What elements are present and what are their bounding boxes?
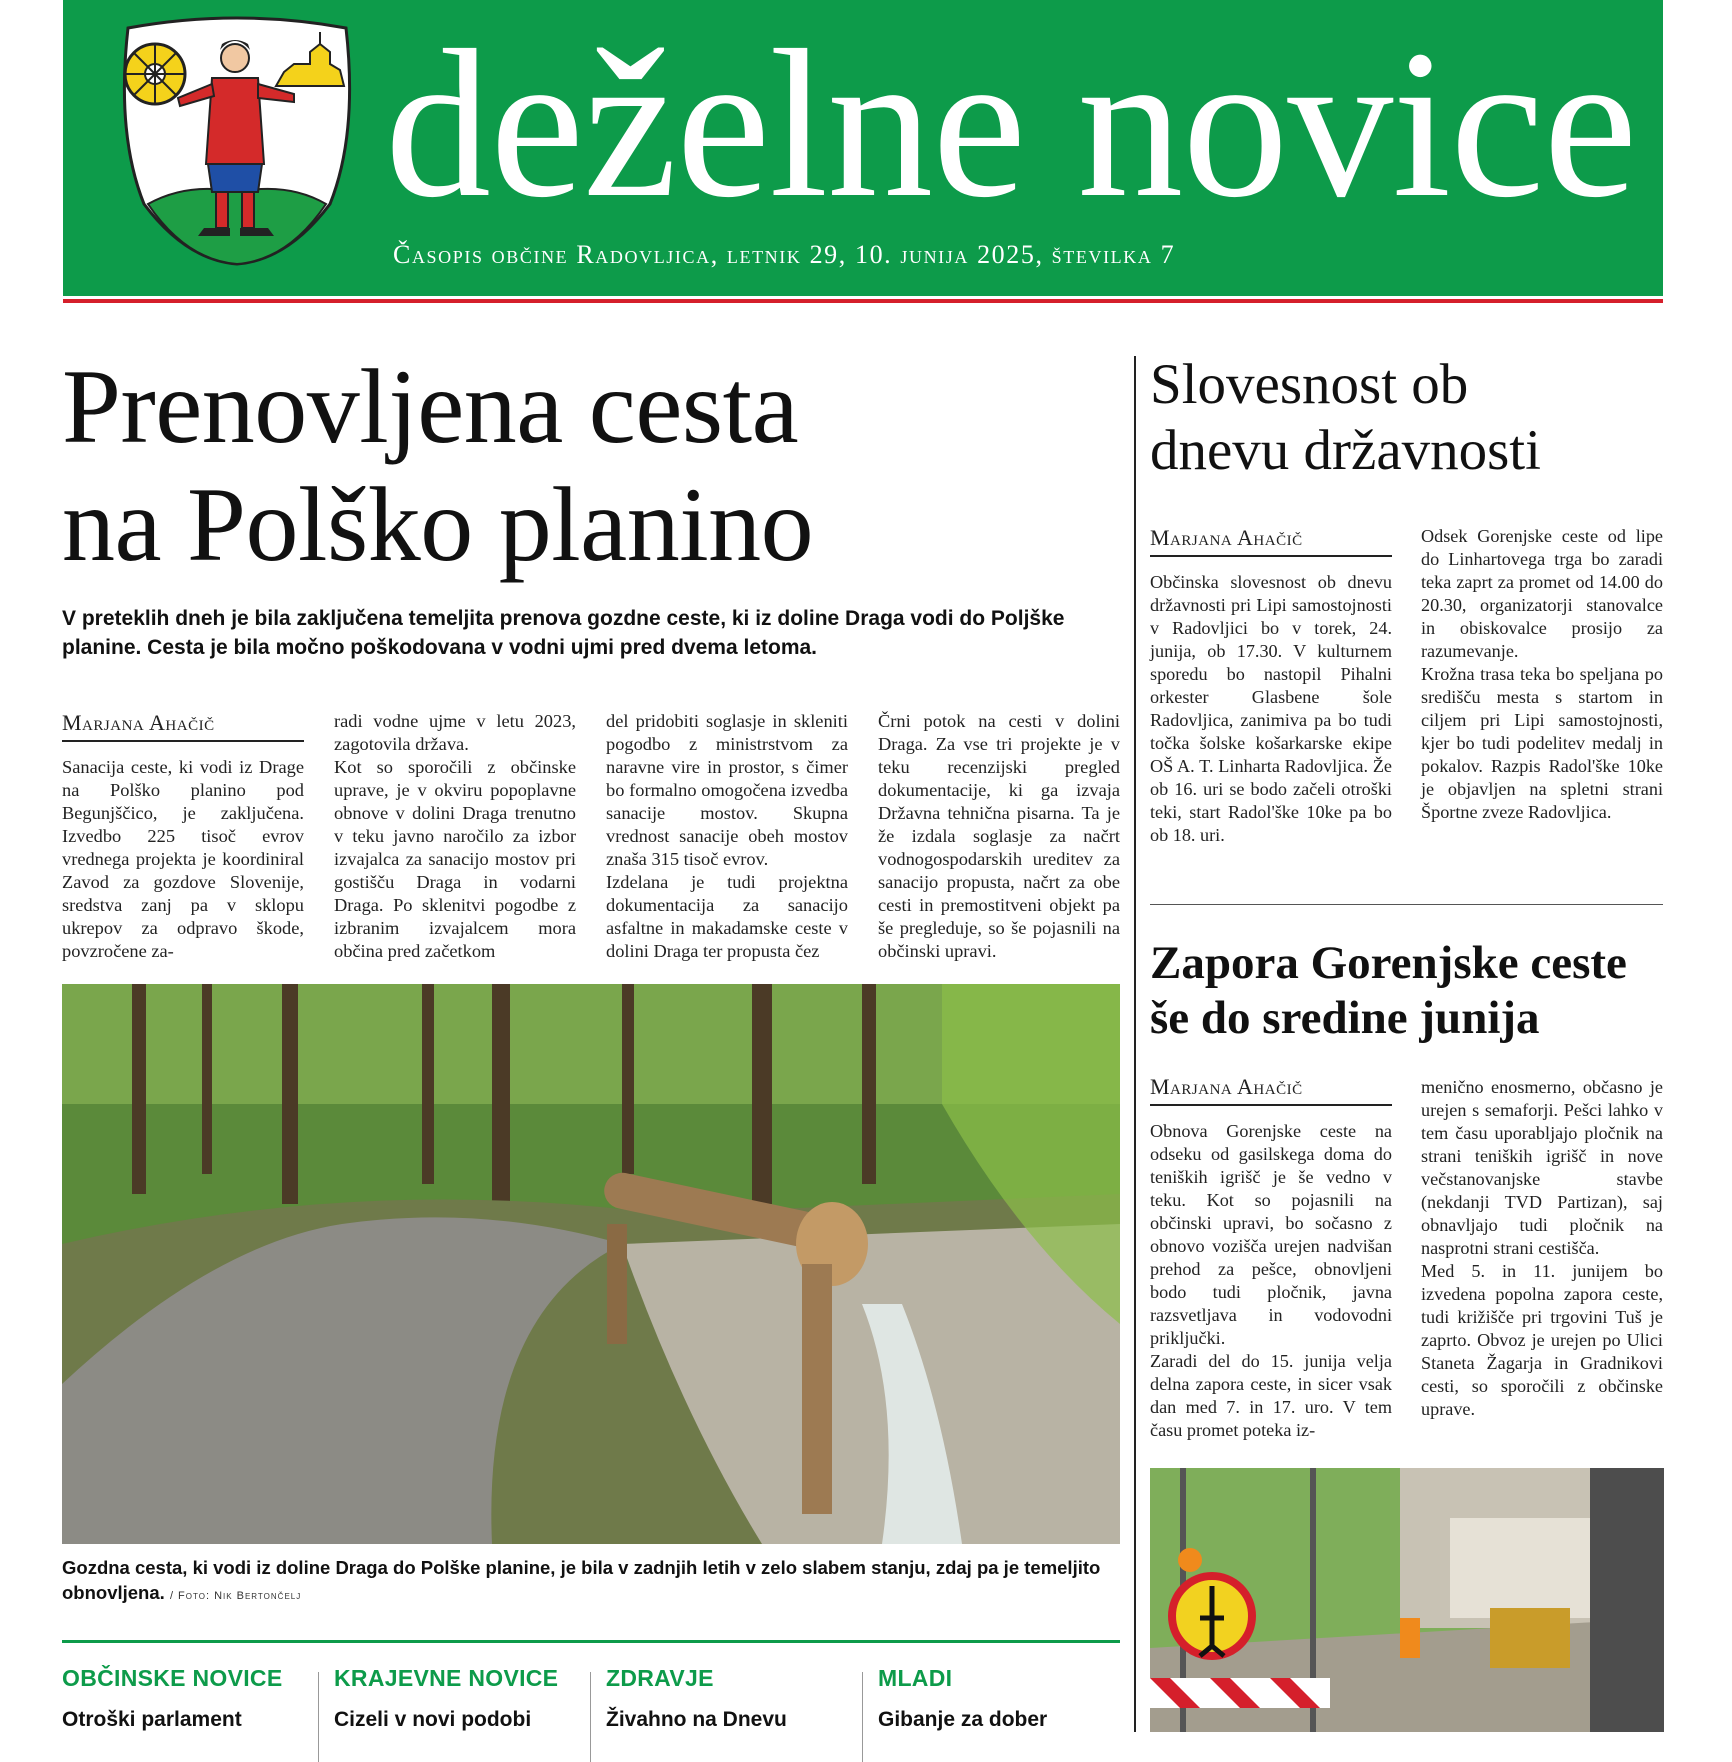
main-column-4: [878, 710, 1120, 963]
teaser-divider: [318, 1672, 319, 1762]
teaser-divider: [590, 1672, 591, 1762]
masthead-red-rule: [63, 299, 1663, 303]
roadworks-photo: [1150, 1468, 1664, 1732]
teaser-mladi[interactable]: [878, 1665, 1118, 1732]
main-col3-para2: Izdelana je tudi projektna dokumentacija za sanacijo asfaltne in makadamske ceste v dolini Draga ter propusta čez: [606, 872, 848, 961]
main-headline-line2: na Polško planino: [62, 466, 814, 583]
photo-credit: / Foto: Nik Bertončelj: [169, 1590, 302, 1602]
teaser-label: OBČINSKE NOVICE: [62, 1665, 283, 1691]
main-byline: Marjana Ahačič: [62, 710, 304, 742]
side2-byline: Marjana Ahačič: [1150, 1074, 1392, 1106]
side1-col2-para2: Krožna trasa teka bo speljana po središču mesta s startom in ciljem pri Lipi samostojnosti, kjer bo tudi podelitev medalj in pokalov. Razpis Radol'ške 10ke je objavljen na spletni strani Športne zveze Radovljica.: [1421, 664, 1663, 822]
side-headline-2-line2: še do sredine junija: [1150, 992, 1540, 1044]
main-col2-para1: radi vodne ujme v letu 2023, zagotovila država.: [334, 711, 576, 754]
side1-col1-text: Občinska slovesnost ob dnevu državnosti pri Lipi samostojnosti v Radovljici bo v torek, 24. junija, ob 17.30. V kulturnem sporedu bo nastopil Pihalni orkester Glasbene šole Radovljica, zanimiva pa bo tudi točka šolske košarkarske ekipe OŠ A. T. Linharta Radovljica. Že ob 16. uri se bodo začeli otroški teki, start Radol'ške 10ke pa bo ob 18. uri.: [1150, 572, 1392, 845]
teaser-title: Otroški parlament: [62, 1708, 242, 1731]
teaser-title: Cizeli v novi podobi: [334, 1708, 532, 1731]
side1-column-2: [1421, 525, 1663, 824]
side2-col1-para2: Zaradi del do 15. junija velja delna zapora ceste, in sicer vsak dan med 7. in 17. uro. V tem času promet poteka iz-: [1150, 1351, 1392, 1440]
side-divider: [1150, 904, 1663, 905]
teaser-obcinske-novice[interactable]: [62, 1665, 312, 1732]
side-headline-1: [1150, 352, 1670, 484]
side2-column-2: [1421, 1076, 1663, 1421]
teaser-label: KRAJEVNE NOVICE: [334, 1665, 559, 1691]
column-divider: [1134, 356, 1136, 1732]
main-column-3: [606, 710, 848, 963]
teaser-krajevne-novice[interactable]: [334, 1665, 584, 1732]
teaser-divider: [862, 1672, 863, 1762]
teaser-title: Gibanje za dober: [878, 1708, 1048, 1731]
teaser-green-rule: [62, 1640, 1120, 1643]
side-headline-1-line1: Slovesnost ob: [1150, 353, 1469, 416]
forest-road-photo: [62, 984, 1120, 1544]
photo-caption: [62, 1555, 1120, 1609]
teaser-zdravje[interactable]: [606, 1665, 856, 1732]
side-headline-2-line1: Zapora Gorenjske ceste: [1150, 937, 1627, 989]
side1-column-1: [1150, 525, 1392, 847]
side2-col1-para1: Obnova Gorenjske ceste na odseku od gasilskega doma do teniških igrišč je še vedno v teku. Kot so pojasnili na občinski upravi, bo sočasno z obnovo vozišča urejen nadvišan prehod za pešce, obnovljeni bodo tudi pločnik, javna razsvetljava in vodovodni priključki.: [1150, 1121, 1392, 1348]
teaser-title: Živahno na Dnevu: [606, 1708, 787, 1731]
side1-col2-para1: Odsek Gorenjske ceste od lipe do Linhartovega trga bo zaradi teka zaprt za promet od 14.00 do 20.30, organizatorji stanovalce in obiskovalce prosijo za razumevanje.: [1421, 526, 1663, 661]
photo-caption-text: Gozdna cesta, ki vodi iz doline Draga do Polške planine, je bila v zadnjih letih v zelo slabem stanju, zdaj pa je temeljito obnovljena.: [62, 1557, 1101, 1603]
main-col4-text: Črni potok na cesti v dolini Draga. Za vse tri projekte je v teku recenzijski pregled dokumentacije, ki ga izvaja Državna tehnična pisarna. Ta je že izdala soglasje za načrt vodnogospodarskih ureditev za sanacijo propusta, načrt za obe cesti in premostitveni objekt pa še pregleduje, so še pojasnili na občinski upravi.: [878, 711, 1120, 961]
main-headline-line1: Prenovljena cesta: [62, 348, 799, 465]
newspaper-subtitle: Časopis občine Radovljica, letnik 29, 10. junija 2025, številka 7: [393, 240, 1176, 269]
main-column-2: [334, 710, 576, 963]
side-headline-2: [1150, 936, 1670, 1046]
side2-col2-para2: Med 5. in 11. junijem bo izvedena popolna zapora ceste, tudi križišče pri trgovini Tuš je zaprto. Obvoz je urejen po Ulici Staneta Žagarja in Gradnikovi cesti, so sporočili z občinske uprave.: [1421, 1261, 1663, 1419]
main-col3-para1: del pridobiti soglasje in skleniti pogodbo z ministrstvom za naravne vire in prostor, s čimer bo formalno omogočena izvedba sanacije mostov. Skupna vrednost sanacije obeh mostov znaša 315 tisoč evrov.: [606, 711, 848, 869]
side2-col2-para1: menično enosmerno, občasno je urejen s semaforji. Pešci lahko v tem času uporabljajo pločnik na strani teniških igrišč in nove večstanovanjske stavbe (nekdanji TVD Partizan), saj obnavljajo tudi pločnik na nasprotni strani cestišča.: [1421, 1077, 1663, 1258]
teaser-label: MLADI: [878, 1665, 953, 1691]
newspaper-title: deželne novice: [385, 6, 1637, 241]
side1-byline: Marjana Ahačič: [1150, 525, 1392, 557]
main-headline: [62, 348, 1112, 584]
municipal-crest-logo: [108, 14, 366, 266]
side2-column-1: [1150, 1074, 1392, 1442]
side-headline-1-line2: dnevu državnosti: [1150, 419, 1541, 482]
teaser-label: ZDRAVJE: [606, 1665, 714, 1691]
main-column-1: [62, 710, 304, 963]
main-col2-para2: Kot so sporočili z občinske uprave, je v okviru popoplavne obnove v dolini Draga trenutno v teku javno naročilo za izbor izvajalca za sanacijo mostov pri gostišču Draga in vodarni Draga. Po sklenitvi pogodbe z izbranim izvajalcem mora občina pred začetkom: [334, 757, 576, 961]
main-col1-text: Sanacija ceste, ki vodi iz Drage na Polško planino pod Begunjščico, je zaključena. Izvedbo 225 tisoč evrov vrednega projekta je koordiniral Zavod za gozdove Slovenije, sredstva zanj pa v sklopu ukrepov za odpravo škode, povzročene za-: [62, 757, 304, 961]
main-lead: V preteklih dneh je bila zaključena temeljita prenova gozdne ceste, ki iz doline Draga vodi do Poljške planine. Cesta je bila močno poškodovana v vodni ujmi pred dvema letoma.: [62, 607, 1065, 659]
